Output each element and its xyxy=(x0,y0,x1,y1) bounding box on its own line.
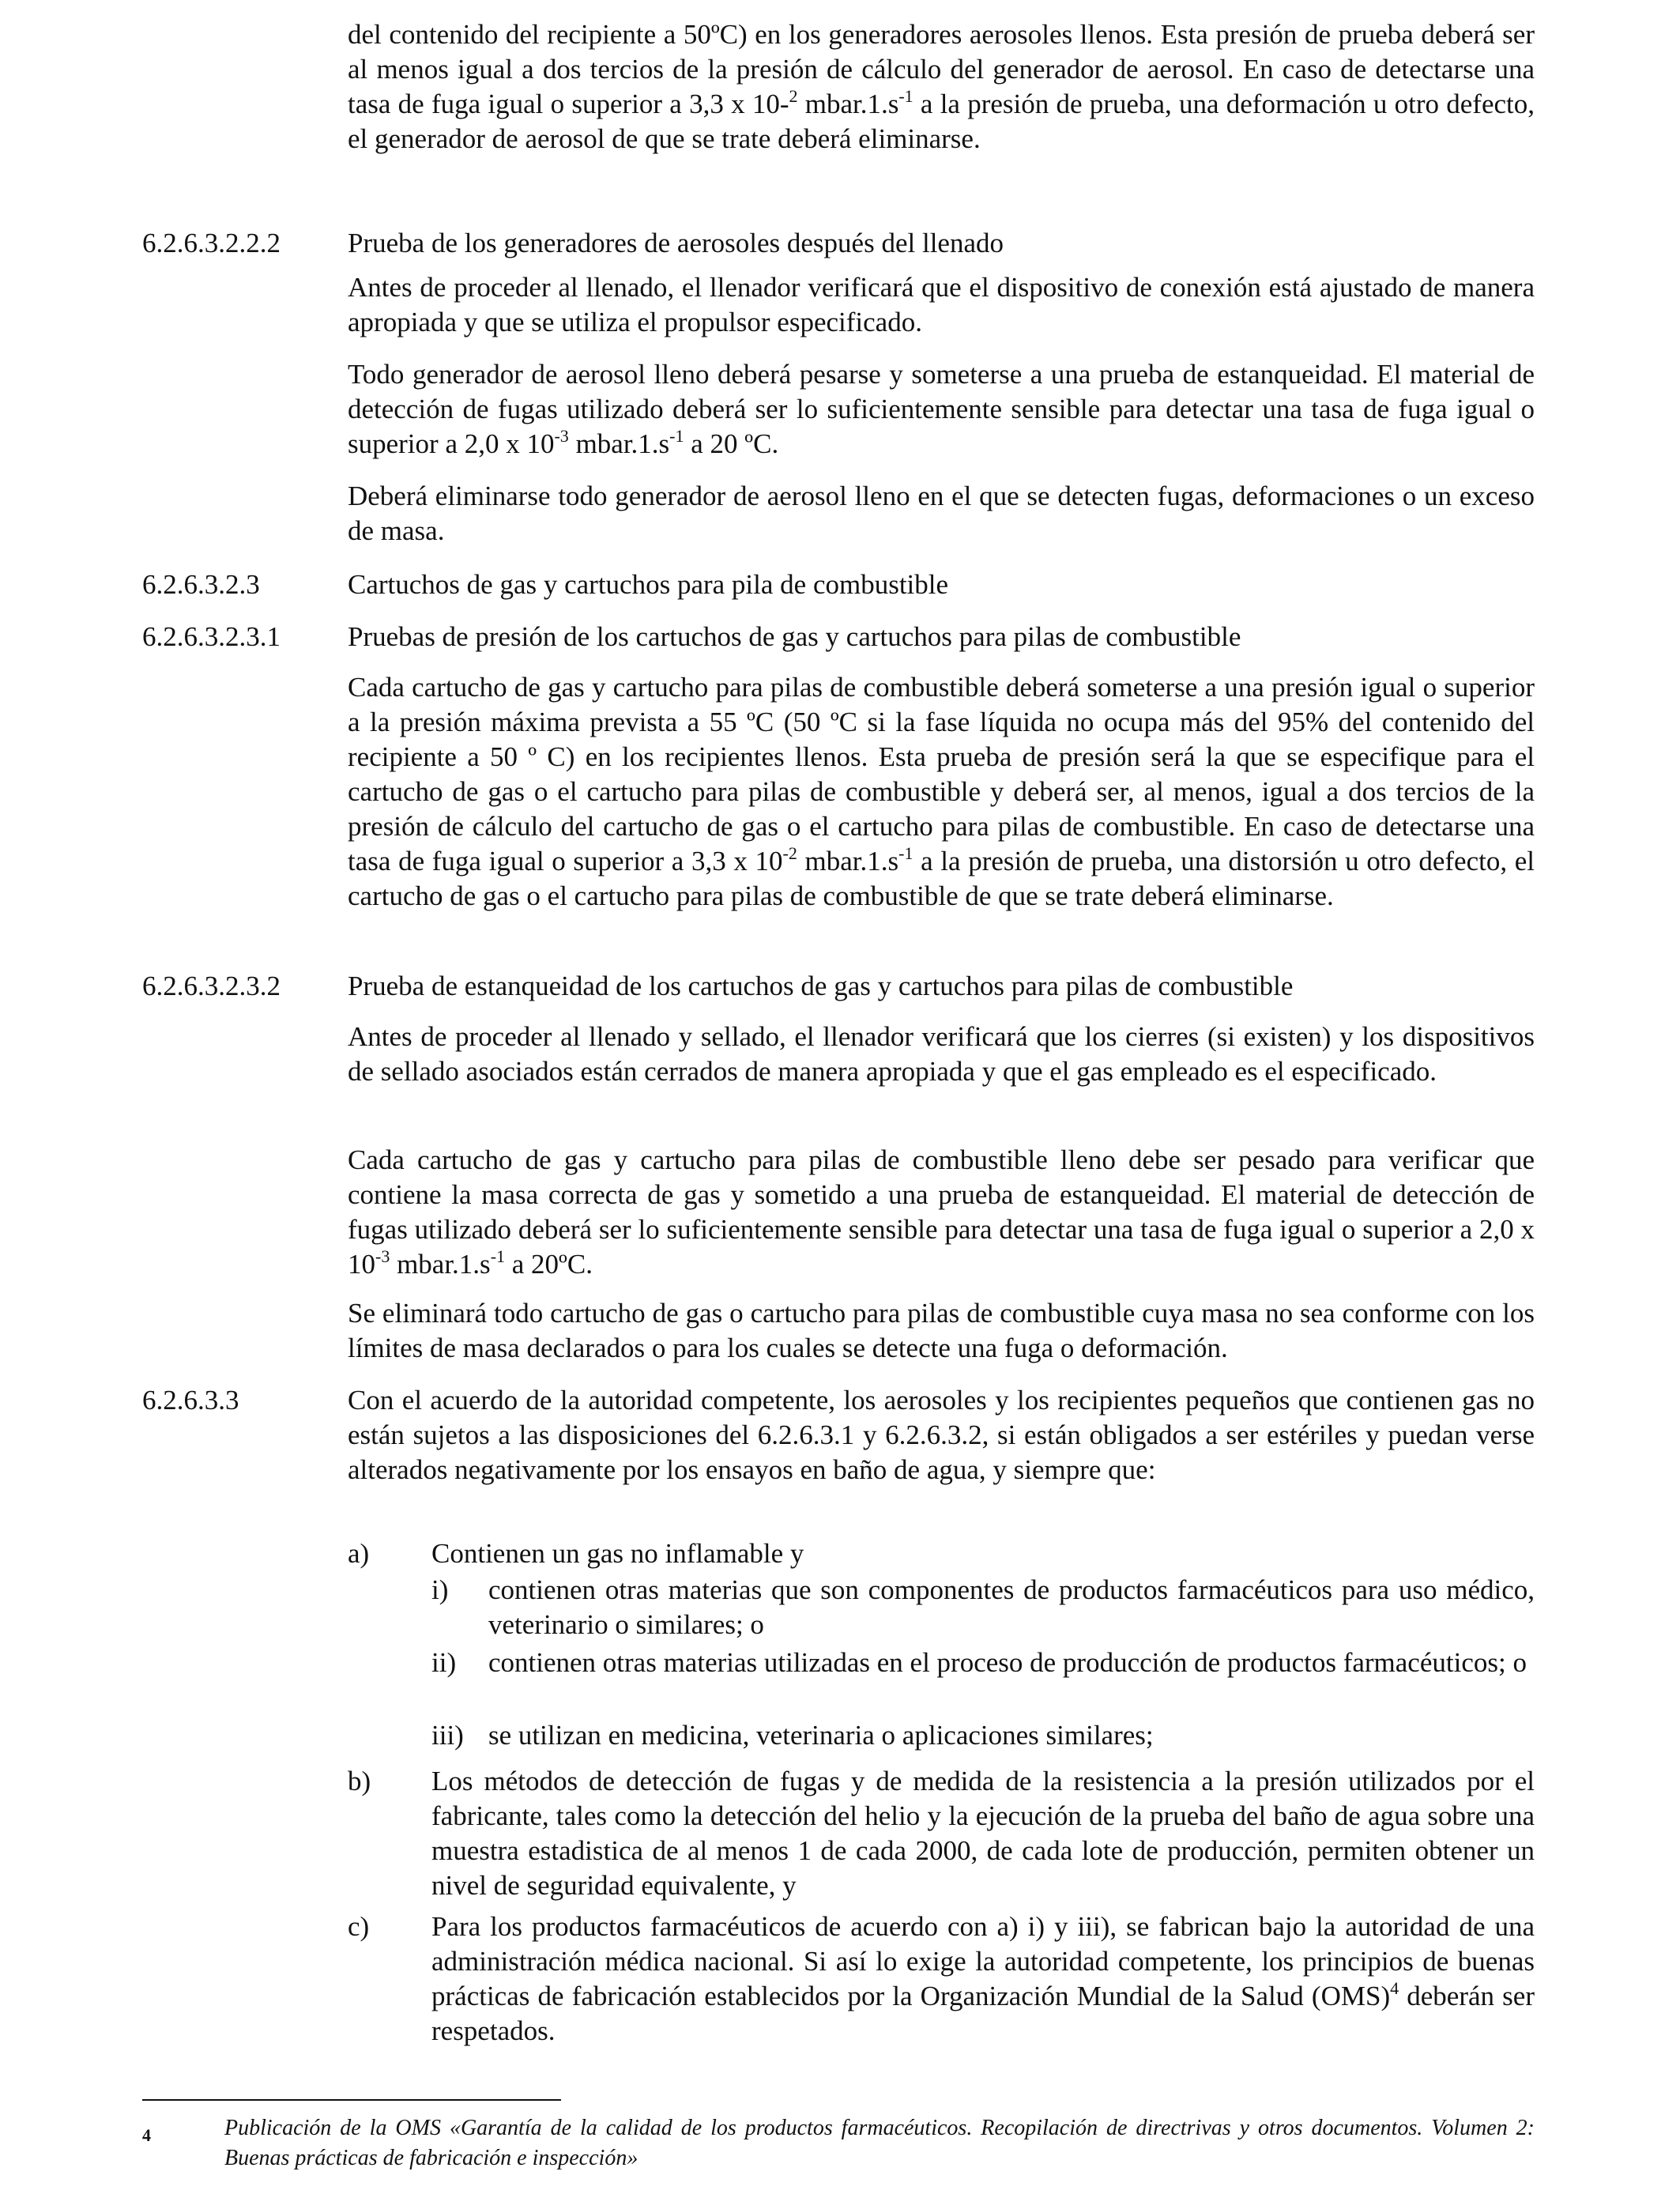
paragraph-text: a 20 ºC. xyxy=(684,428,779,459)
section-number: 6.2.6.3.2.2.2 xyxy=(142,228,281,258)
superscript: -3 xyxy=(554,426,569,446)
paragraph xyxy=(348,1020,1535,1089)
list-text: se utilizan en medicina, veterinaria o aplicaciones similares; xyxy=(488,1720,1154,1751)
section-title: Pruebas de presión de los cartuchos de gas y cartuchos para pilas de combustible xyxy=(348,621,1241,652)
paragraph-text: a 20ºC. xyxy=(505,1249,593,1280)
list-text: Contienen un gas no inflamable y xyxy=(431,1538,804,1569)
paragraph xyxy=(348,1296,1535,1366)
list-label: c) xyxy=(348,1911,370,1942)
paragraph xyxy=(348,357,1535,462)
paragraph xyxy=(348,1143,1535,1282)
intro-text: mbar.1.s xyxy=(797,89,899,119)
paragraph-text: Cada cartucho de gas y cartucho para pilas de combustible deberá someterse a una presión igual o superior a la presión máxima prevista a 55 ºC (50 ºC si la fase líquida no ocupa más del 95% del contenido del recipiente a 50 º C) en los recipientes llenos. Esta prueba de presión será la que se especifique para el cartucho de gas o el cartucho para pilas de combustible y deberá ser, al menos, igual a dos tercios de la presión de cálculo del cartucho de gas o el cartucho para pilas de combustible. En caso de detectarse una tasa de fuga igual o superior a 3,3 x 10 xyxy=(348,672,1535,876)
paragraph-text: Deberá eliminarse todo generador de aerosol lleno en el que se detecten fugas, deformaciones o un exceso de masa. xyxy=(348,481,1535,546)
list-text xyxy=(431,1909,1535,2049)
superscript: 2 xyxy=(789,86,798,106)
intro-text: a la presión de prueba, una deformación u otro defecto, el generador de aerosol de que se trate deberá eliminarse. xyxy=(348,89,1535,154)
list-text: contienen otras materias utilizadas en el proceso de producción de productos farmacéuticos; o xyxy=(488,1647,1527,1678)
list-label: iii) xyxy=(431,1720,464,1751)
section-title: Prueba de estanqueidad de los cartuchos de gas y cartuchos para pilas de combustible xyxy=(348,971,1294,1001)
section-number: 6.2.6.3.2.3.1 xyxy=(142,621,281,652)
footnote-reference: 4 xyxy=(1390,1978,1399,1998)
paragraph xyxy=(348,670,1535,914)
intro-text: del contenido del recipiente a 50ºC) en los generadores aerosoles llenos. Esta presión de prueba deberá ser al menos igual a dos tercios de la presión de cálculo del generador de aerosol. En caso de detectarse una tasa de fuga igual o superior a 3,3 x 10- xyxy=(348,19,1535,119)
section-number: 6.2.6.3.2.3.2 xyxy=(142,971,281,1001)
list-text-part: deberán ser respetados. xyxy=(431,1981,1535,2046)
list-text-part: Para los productos farmacéuticos de acuerdo con a) i) y iii), se fabrican bajo la autoridad de una administración médica nacional. Si así lo exige la autoridad competente, los principios de buenas prácticas de fabricación establecidos por la Organización Mundial de la Salud (OMS) xyxy=(431,1911,1535,2011)
footnote-text: Publicación de la OMS «Garantía de la calidad de los productos farmacéuticos. Recopilación de directrivas y otros documentos. Volumen 2: Buenas prácticas de fabricación e inspección» xyxy=(224,2116,1535,2170)
section-title: Prueba de los generadores de aerosoles después del llenado xyxy=(348,228,1004,258)
paragraph-text: mbar.1.s xyxy=(568,428,670,459)
paragraph xyxy=(348,479,1535,548)
superscript: -1 xyxy=(898,843,913,863)
section-number: 6.2.6.3.2.3 xyxy=(142,569,260,600)
paragraph-text: mbar.1.s xyxy=(390,1249,491,1280)
list-label: b) xyxy=(348,1766,371,1796)
paragraph-text: Antes de proceder al llenado y sellado, el llenador verificará que los cierres (si existen) y los dispositivos de sellado asociados están cerrados de manera apropiada y que el gas empleado es el especificado. xyxy=(348,1021,1535,1087)
list-label: ii) xyxy=(431,1647,457,1678)
section-title: Cartuchos de gas y cartuchos para pila de combustible xyxy=(348,569,949,600)
footnote-mark: 4 xyxy=(142,2125,151,2145)
footnote-divider xyxy=(142,2099,561,2101)
intro-paragraph xyxy=(348,17,1535,156)
superscript: -1 xyxy=(898,86,913,106)
paragraph-text: Con el acuerdo de la autoridad competente, los aerosoles y los recipientes pequeños que contienen gas no están sujetos a las disposiciones del 6.2.6.3.1 y 6.2.6.3.2, si están obligados a ser estériles y puedan verse alterados negativamente por los ensayos en baño de agua, y siempre que: xyxy=(348,1385,1535,1485)
list-text: contienen otras materias que son componentes de productos farmacéuticos para uso médico, veterinario o similares; o xyxy=(488,1574,1535,1640)
paragraph-text: Antes de proceder al llenado, el llenador verificará que el dispositivo de conexión está ajustado de manera apropiada y que se utiliza el propulsor especificado. xyxy=(348,272,1535,337)
list-label: i) xyxy=(431,1574,449,1605)
paragraph-text: Cada cartucho de gas y cartucho para pilas de combustible lleno debe ser pesado para verificar que contiene la masa correcta de gas y sometido a una prueba de estanqueidad. El material de detección de fugas utilizado deberá ser lo suficientemente sensible para detectar una tasa de fuga igual o superior a 2,0 x 10 xyxy=(348,1144,1535,1280)
superscript: -2 xyxy=(782,843,797,863)
superscript: -3 xyxy=(375,1246,390,1266)
superscript: -1 xyxy=(669,426,684,446)
paragraph xyxy=(348,270,1535,340)
section-number: 6.2.6.3.3 xyxy=(142,1385,239,1416)
paragraph-text: Todo generador de aerosol lleno deberá pesarse y someterse a una prueba de estanqueidad. El material de detección de fugas utilizado deberá ser lo suficientemente sensible para detectar una tasa de fuga igual o superior a 2,0 x 10 xyxy=(348,359,1535,459)
superscript: -1 xyxy=(490,1246,506,1266)
list-text: Los métodos de detección de fugas y de medida de la resistencia a la presión utilizados por el fabricante, tales como la detección del helio y la ejecución de la prueba del baño de agua sobre una muestra estadistica de al menos 1 de cada 2000, de cada lote de producción, permiten obtener un nivel de seguridad equivalente, y xyxy=(431,1766,1535,1901)
paragraph-text: mbar.1.s xyxy=(797,846,899,876)
paragraph-text: a la presión de prueba, una distorsión u otro defecto, el cartucho de gas o el cartucho para pilas de combustible de que se trate deberá eliminarse. xyxy=(348,846,1535,911)
list-label: a) xyxy=(348,1538,370,1569)
paragraph-text: Se eliminará todo cartucho de gas o cartucho para pilas de combustible cuya masa no sea conforme con los límites de masa declarados o para los cuales se detecte una fuga o deformación. xyxy=(348,1298,1535,1363)
